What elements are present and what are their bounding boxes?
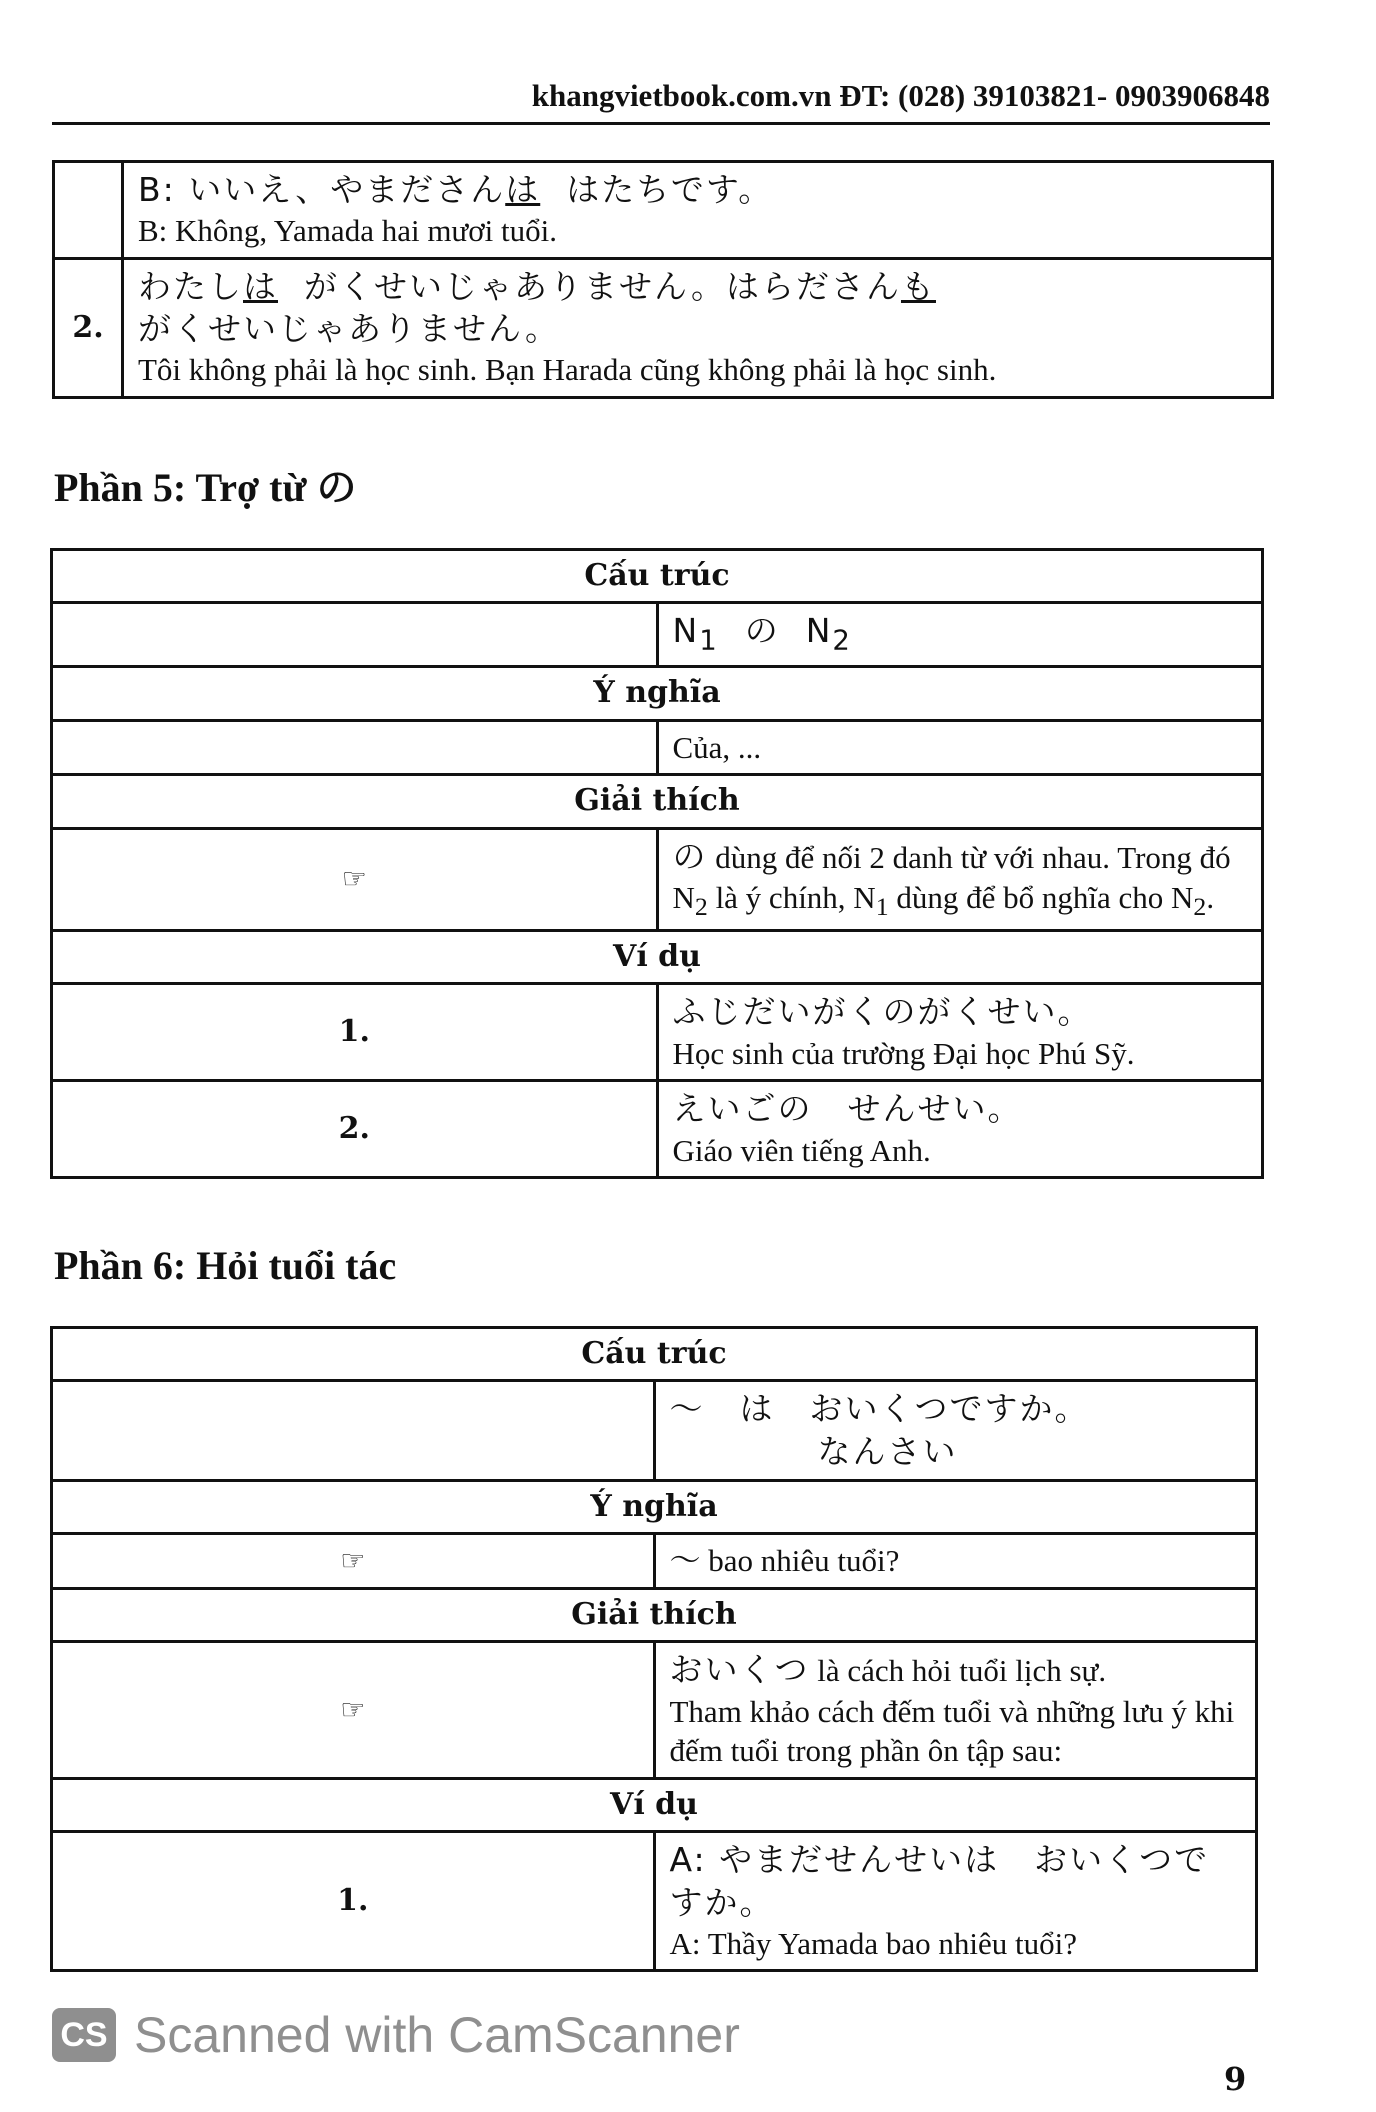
table-row	[54, 258, 1273, 397]
row-number-cell	[54, 162, 123, 259]
section-6-table	[50, 1326, 1258, 1972]
table-row	[52, 1642, 1257, 1779]
structure-formula: $N_1$ の $N_2$	[672, 611, 852, 657]
explanation-cell	[657, 828, 1263, 930]
section-6-title: Phần 6: Hỏi tuổi tác	[54, 1243, 397, 1288]
japanese-sentence: A: やまだせんせいは おいくつですか。	[669, 1840, 1210, 1922]
camscanner-watermark: Scanned with CamScanner	[134, 2007, 740, 2063]
japanese-sentence: わたしは がくせいじゃありません。はらださんも	[138, 266, 936, 306]
structure-cell	[657, 603, 1263, 667]
meaning-header: Ý nghĩa	[52, 667, 1263, 720]
particle-underlined: は	[243, 266, 278, 306]
page-number: 9	[1224, 2060, 1247, 2098]
explanation-text-1: おいくつ là cách hỏi tuổi lịch sự.	[669, 1650, 1107, 1690]
table-row	[52, 984, 1263, 1081]
example-cell	[654, 1832, 1257, 1971]
examples-header: Ví dụ	[52, 1778, 1257, 1831]
table-row	[52, 1832, 1257, 1971]
structure-cell	[654, 1381, 1257, 1480]
pointing-hand-icon: ☞	[52, 1642, 655, 1779]
particle-underlined: も	[900, 266, 936, 306]
table-row	[52, 1534, 1257, 1589]
structure-header: Cấu trúc	[52, 550, 1263, 603]
section-5-table	[50, 548, 1264, 1179]
japanese-sentence: B: いいえ、やまださんは はたちです。	[138, 170, 774, 209]
pointing-hand-icon: ☞	[52, 1534, 655, 1589]
examples-header: Ví dụ	[52, 931, 1263, 984]
structure-formula: ～ は おいくつですか。	[669, 1389, 1090, 1429]
meaning-header: Ý nghĩa	[52, 1480, 1257, 1533]
section-5-title: Phần 5: Trợ từ の	[54, 465, 357, 510]
table-row	[52, 1081, 1263, 1178]
table-row	[52, 828, 1263, 930]
japanese-sentence: えいごの せんせい。	[672, 1089, 1023, 1129]
explanation-header: Giải thích	[52, 1588, 1257, 1641]
row-marker-cell	[52, 603, 658, 667]
explanation-header: Giải thích	[52, 775, 1263, 828]
vietnamese-translation: Học sinh của trường Đại học Phú Sỹ.	[672, 1035, 1135, 1071]
camscanner-logo: CS	[52, 2008, 116, 2062]
example-cell	[123, 162, 1273, 259]
vietnamese-translation: A: Thầy Yamada bao nhiêu tuổi?	[669, 1925, 1078, 1961]
example-number: 1.	[52, 984, 658, 1081]
table-row	[52, 1381, 1257, 1480]
previous-examples-table	[52, 160, 1274, 399]
table-row	[52, 603, 1263, 667]
example-cell	[657, 1081, 1263, 1178]
row-number: 2.	[54, 258, 123, 397]
header-rule	[52, 122, 1270, 125]
table-row	[54, 162, 1273, 259]
structure-header: Cấu trúc	[52, 1328, 1257, 1381]
vietnamese-translation: Giáo viên tiếng Anh.	[672, 1132, 931, 1168]
page-header: khangvietbook.com.vn ĐT: (028) 39103821- 0903906848	[531, 78, 1270, 113]
pointing-hand-icon: ☞	[52, 828, 658, 930]
example-cell	[657, 984, 1263, 1081]
explanation-text-2: Tham khảo cách đếm tuổi và những lưu ý khi đếm tuổi trong phần ôn tập sau:	[669, 1693, 1235, 1769]
explanation-cell	[654, 1642, 1257, 1779]
japanese-sentence: ふじだいがくのがくせい。	[672, 992, 1093, 1032]
example-cell	[123, 258, 1273, 397]
structure-alternative: なんさい	[817, 1431, 958, 1471]
row-marker-cell	[52, 720, 658, 775]
meaning-text: ～ bao nhiêu tuổi?	[669, 1543, 900, 1579]
explanation-text: の dùng để nối 2 danh từ với nhau. Trong đó $N_2$ là ý chính, $N_1$ dùng để bổ nghĩa cho $N_2$.	[672, 836, 1231, 922]
example-number: 1.	[52, 1832, 655, 1971]
vietnamese-translation: Tôi không phải là học sinh. Bạn Harada cũng không phải là học sinh.	[138, 352, 997, 388]
japanese-sentence-line2: がくせいじゃありません。	[138, 309, 560, 349]
table-row	[52, 720, 1263, 775]
vietnamese-translation: B: Không, Yamada hai mươi tuổi.	[138, 213, 557, 249]
example-number: 2.	[52, 1081, 658, 1178]
row-marker-cell	[52, 1381, 655, 1480]
meaning-text: Của, ...	[672, 729, 762, 765]
particle-underlined: は	[505, 170, 541, 209]
